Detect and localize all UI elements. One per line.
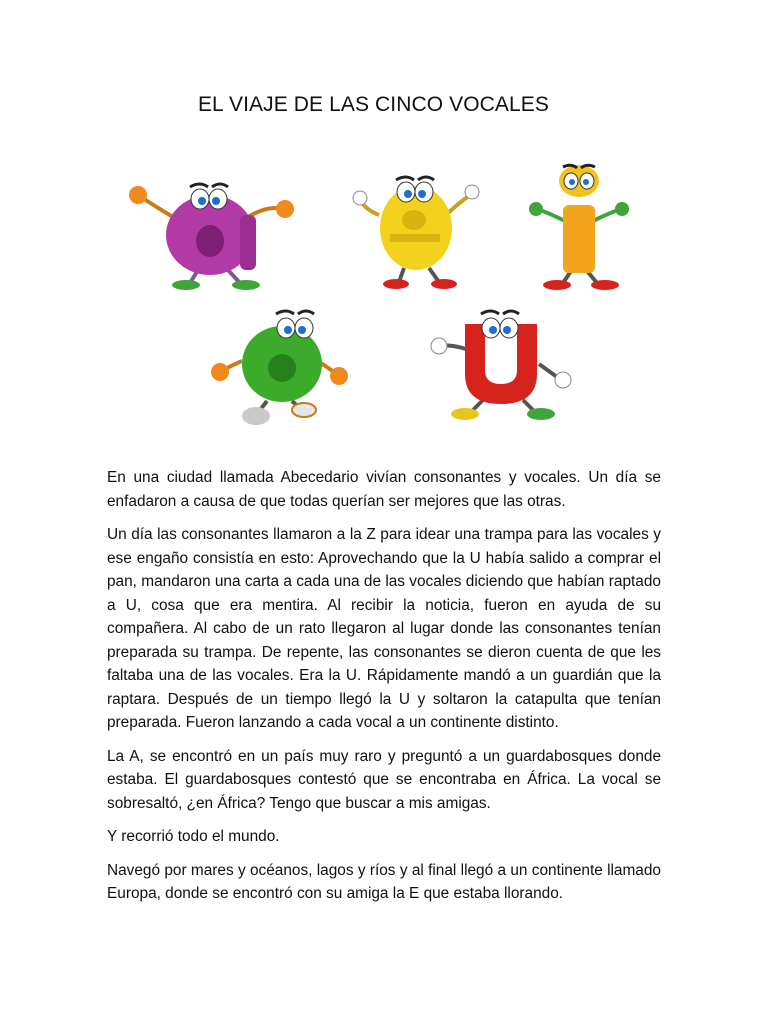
story-paragraph: Y recorrió todo el mundo. <box>107 828 280 845</box>
story-paragraph: En una ciudad llamada Abecedario vivían consonantes y vocales. Un día se enfadaron a causa de que todas querían ser mejores que las otras. <box>107 469 661 510</box>
letter-i-character <box>527 163 632 291</box>
story-paragraph: La A, se encontró en un país muy raro y preguntó a un guardabosques donde estaba. El guardabosques contestó que se encontraba en África. La vocal se sobresaltó, ¿en África? Tengo que buscar a mis amigas. <box>107 747 661 812</box>
letter-a-character <box>128 175 293 293</box>
story-paragraph: Un día las consonantes llamaron a la Z para idear una trampa para las vocales y ese engaño consistía en esto: Aprovechando que la U había salido a comprar el pan, mandaron una carta a cada una de las vocales diciendo que habían raptado a U, cosa que era mentira. Al recibir la noticia, fueron en ayuda de su compañera. Al cabo de un rato llegaron al lugar donde las consonantes tenían preparada su trampa. De repente, las consonantes se dieron cuenta de que les faltaba una de las vocales. Era la U. Rápidamente mandó a un guardián que la raptara. Después de un tiempo llegó la U y soltaron la catapulta que tenían preparada. Fueron lanzando a cada vocal a un continente distinto. <box>107 526 661 731</box>
story-paragraph: Navegó por mares y océanos, lagos y ríos y al final llegó a un continente llamado Europa, donde se encontró con su amiga la E que estaba llorando. <box>107 861 661 902</box>
letter-o-character <box>212 306 347 426</box>
letter-e-character <box>354 170 479 292</box>
story-text <box>107 466 661 916</box>
document-title: EL VIAJE DE LAS CINCO VOCALES <box>197 93 550 116</box>
letter-u-character <box>431 304 576 426</box>
